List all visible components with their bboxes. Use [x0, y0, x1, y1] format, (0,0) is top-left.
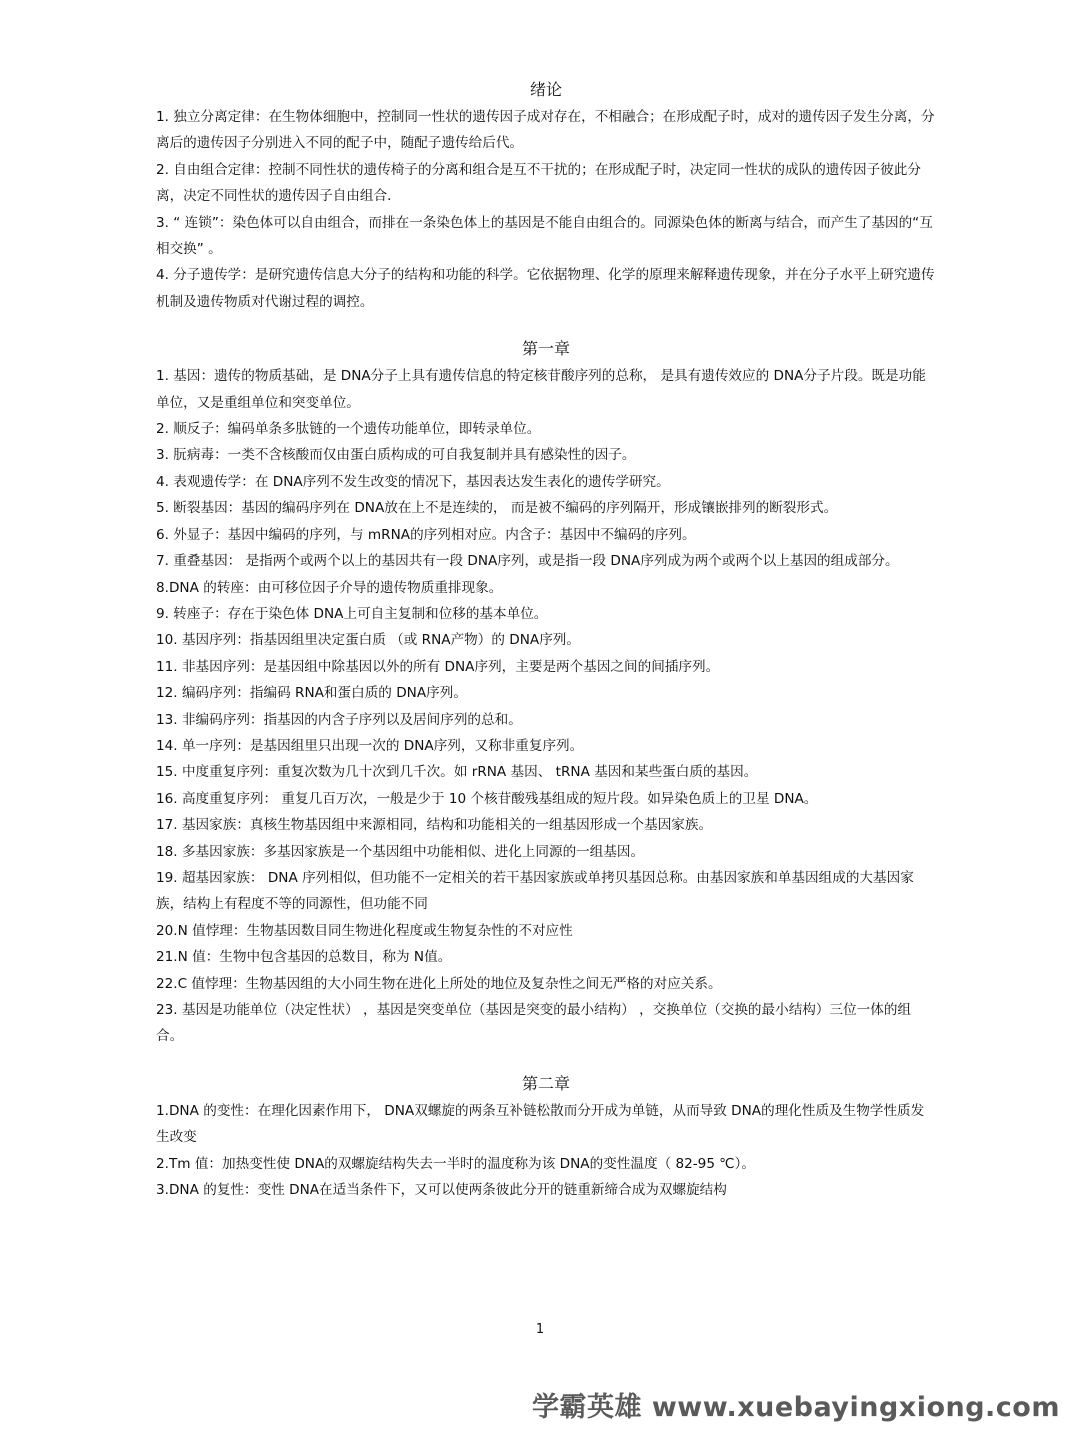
paragraph: 5. 断裂基因：基因的编码序列在 DNA放在上不是连续的， 而是被不编码的序列隔开，形成镶嵌排列的断裂形式。	[156, 500, 838, 517]
paragraph: 10. 基因序列：指基因组里决定蛋白质 （或 RNA产物）的 DNA序列。	[156, 632, 580, 649]
section-title: 第二章	[521, 1073, 570, 1093]
paragraph: 6. 外显子：基因中编码的序列，与 mRNA的序列相对应。内含子：基因中不编码的序列。	[156, 526, 696, 543]
paragraph: 19. 超基因家族： DNA 序列相似，但功能不一定相关的若干基因家族或单拷贝基因总称。由基因家族和单基因组成的大基因家族，结构上有程度不等的同源性，但功能不同	[156, 869, 914, 913]
paragraph: 1. 基因：遗传的物质基础，是 DNA分子上具有遗传信息的特定核苷酸序列的总称， 是具有遗传效应的 DNA分子片段。既是功能单位，又是重组单位和突变单位。	[156, 368, 926, 411]
document-content	[156, 78, 936, 1225]
paragraph: 23. 基因是功能单位（决定性状） ，基因是突变单位（基因是突变的最小结构） ，交换单位（交换的最小结构）三位一体的组合。	[156, 1002, 912, 1045]
paragraph: 13. 非编码序列：指基因的内含子序列以及居间序列的总和。	[156, 711, 522, 728]
paragraph: 3.DNA 的复性：变性 DNA在适当条件下，又可以使两条彼此分开的链重新缔合成为双螺旋结构	[156, 1182, 727, 1199]
paragraph: 4. 表观遗传学：在 DNA序列不发生改变的情况下，基因表达发生表化的遗传学研究。	[156, 473, 670, 490]
paragraph: 15. 中度重复序列：重复次数为几十次到几千次。如 rRNA 基因、 tRNA 基因和某些蛋白质的基因。	[156, 764, 758, 781]
page-number: 1	[535, 1322, 545, 1337]
section-title: 第一章	[521, 339, 570, 359]
paragraph: 3. 朊病毒：一类不含核酸而仅由蛋白质构成的可自我复制并具有感染性的因子。	[156, 447, 636, 464]
paragraph: 11. 非基因序列：是基因组中除基因以外的所有 DNA序列，主要是两个基因之间的间插序列。	[156, 658, 720, 675]
paragraph: 3. “ 连锁”：染色体可以自由组合，而排在一条染色体上的基因是不能自由组合的。同源染色体的断离与结合，而产生了基因的“互相交换” 。	[156, 214, 933, 258]
section-chapter-2	[156, 1072, 936, 1204]
paragraph: 16. 高度重复序列： 重复几百万次，一般是少于 10 个核苷酸残基组成的短片段。如异染色质上的卫星 DNA。	[156, 790, 818, 807]
paragraph: 1. 独立分离定律：在生物体细胞中，控制同一性状的遗传因子成对存在，不相融合；在形成配子时，成对的遗传因子发生分离，分离后的遗传因子分别进入不同的配子中，随配子遗传给后代。	[156, 109, 935, 152]
site-watermark: 学霸英雄 www.xuebayingxiong.com	[531, 1392, 1060, 1423]
paragraph: 1.DNA 的变性：在理化因素作用下， DNA双螺旋的两条互补链松散而分开成为单链，从而导致 DNA的理化性质及生物学性质发生改变	[156, 1102, 925, 1146]
paragraph: 21.N 值：生物中包含基因的总数目，称为 N值。	[156, 949, 452, 966]
section-title: 绪论	[529, 80, 562, 99]
paragraph: 4. 分子遗传学：是研究遗传信息大分子的结构和功能的科学。它依据物理、化学的原理来解释遗传现象，并在分子水平上研究遗传机制及遗传物质对代谢过程的调控。	[156, 267, 935, 310]
paragraph: 18. 多基因家族：多基因家族是一个基因组中功能相似、进化上同源的一组基因。	[156, 843, 645, 860]
paragraph: 17. 基因家族：真核生物基因组中来源相同，结构和功能相关的一组基因形成一个基因家族。	[156, 817, 713, 834]
paragraph: 2. 顺反子：编码单条多肽链的一个遗传功能单位，即转录单位。	[156, 421, 541, 438]
paragraph: 2. 自由组合定律：控制不同性状的遗传椅子的分离和组合是互不干扰的；在形成配子时，决定同一性状的成队的遗传因子彼此分离，决定不同性状的遗传因子自由组合．	[156, 161, 921, 205]
paragraph: 12. 编码序列：指编码 RNA和蛋白质的 DNA序列。	[156, 685, 467, 702]
section-introduction	[156, 78, 936, 315]
section-chapter-1	[156, 337, 936, 1050]
paragraph: 22.C 值悖理：生物基因组的大小同生物在进化上所处的地位及复杂性之间无严格的对应关系。	[156, 975, 722, 992]
paragraph: 9. 转座子：存在于染色体 DNA上可自主复制和位移的基本单位。	[156, 605, 548, 622]
paragraph: 14. 单一序列：是基因组里只出现一次的 DNA序列，又称非重复序列。	[156, 737, 584, 754]
paragraph: 7. 重叠基因： 是指两个或两个以上的基因共有一段 DNA序列，或是指一段 DNA序列成为两个或两个以上基因的组成部分。	[156, 553, 899, 570]
paragraph: 2.Tm 值：加热变性使 DNA的双螺旋结构失去一半时的温度称为该 DNA的变性温度（ 82-95 ℃）。	[156, 1155, 755, 1172]
paragraph: 8.DNA 的转座：由可移位因子介导的遗传物质重排现象。	[156, 579, 503, 596]
paragraph: 20.N 值悖理：生物基因数目同生物进化程度或生物复杂性的不对应性	[156, 922, 573, 939]
